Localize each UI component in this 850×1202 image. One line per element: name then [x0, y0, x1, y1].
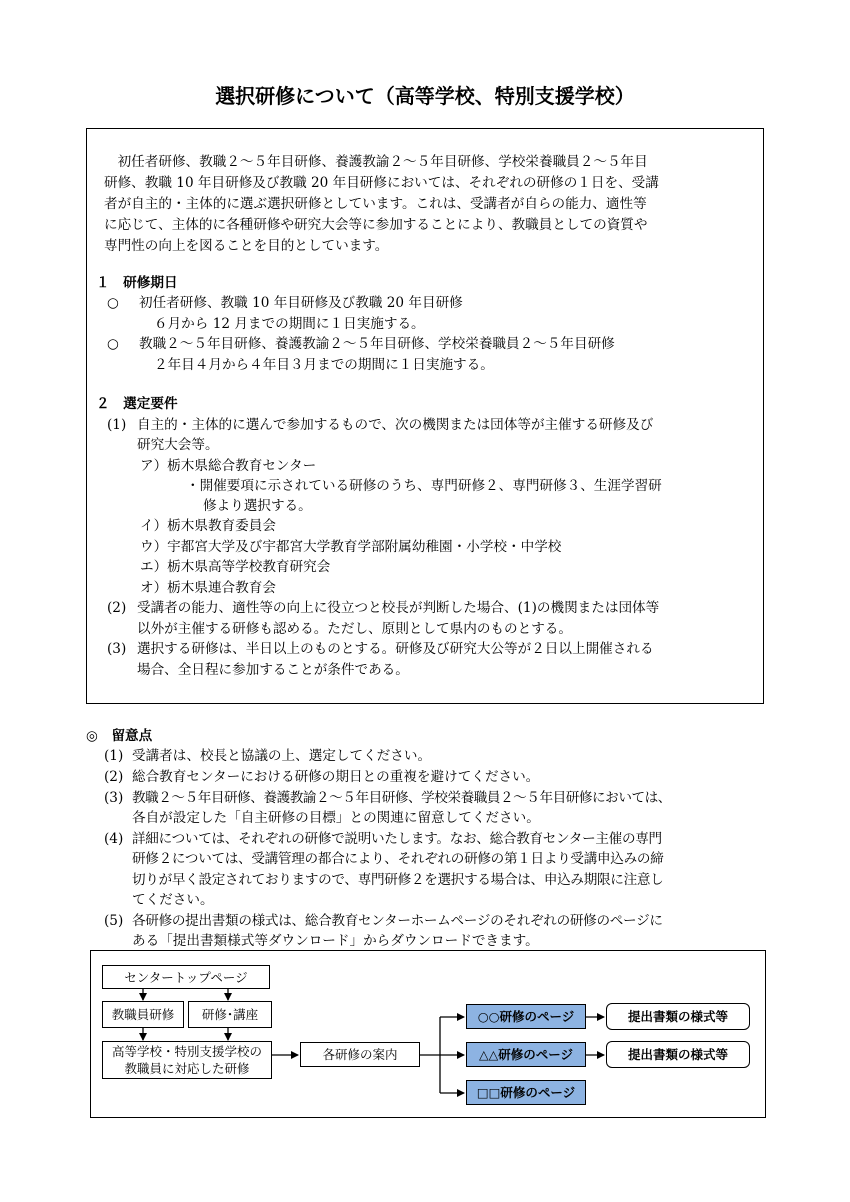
training-page-1-box[interactable]: ○○研修のページ: [466, 1004, 586, 1029]
org-item: ア）栃木県総合教育センター: [140, 458, 317, 474]
org-subitem: 修より選択する。: [203, 498, 312, 514]
school-staff-training-box[interactable]: [102, 1041, 272, 1079]
requirement-line: 自主的・主体的に選んで参加するもので、次の機関または団体等が主催する研修及び: [137, 417, 654, 433]
note-line: 総合教育センターにおける研修の期日との重複を避けてください。: [132, 769, 540, 785]
item-number: (1): [104, 748, 124, 764]
note-line: 各自が設定した「自主研修の目標」との関連に留意してください。: [132, 810, 540, 826]
notes-heading: ◎ 留意点: [86, 728, 153, 744]
bullet: ○: [107, 336, 119, 352]
org-subitem: ・開催要項に示されている研修のうち、専門研修２、専門研修３、生涯学習研: [186, 478, 662, 494]
training-guide-box[interactable]: 各研修の案内: [300, 1042, 420, 1067]
note-line: ある「提出書類様式等ダウンロード」からダウンロードできます。: [132, 933, 539, 949]
submission-forms-box-2[interactable]: 提出書類の様式等: [606, 1041, 750, 1068]
requirement-line: 以外が主催する研修も認める。ただし、原則として県内のものとする。: [137, 621, 572, 637]
intro-line: 者が自主的・主体的に選ぶ選択研修としています。これは、受講者が自らの能力、適性等: [104, 196, 647, 212]
item-number: (4): [104, 831, 124, 847]
requirement-line: 場合、全日程に参加することが条件である。: [137, 662, 409, 678]
note-line: 教職２～５年目研修、養護教諭２～５年目研修、学校栄養職員２～５年目研修においては、: [132, 790, 671, 806]
note-line: 各研修の提出書類の様式は、総合教育センターホームページのそれぞれの研修のページに: [132, 913, 663, 929]
org-item: エ）栃木県高等学校教育研究会: [140, 559, 331, 575]
page-title: 選択研修について（高等学校、特別支援学校）: [215, 84, 635, 108]
org-item: ウ）宇都宮大学及び宇都宮大学教育学部附属幼稚園・小学校・中学校: [140, 539, 562, 555]
note-line: 研修２については、受講管理の都合により、それぞれの研修の第１日より受講申込みの締: [132, 851, 664, 867]
item-number: (1): [107, 417, 127, 433]
training-page-3-box[interactable]: □□研修のページ: [466, 1080, 586, 1105]
school-box-line: 高等学校・特別支援学校の: [111, 1044, 262, 1059]
requirement-line: 研究大会等。: [137, 437, 219, 453]
section1-item-detail: ２年目４月から４年目３月までの期間に１日実施する。: [154, 357, 494, 373]
item-number: (2): [104, 769, 124, 785]
org-item: オ）栃木県連合教育会: [140, 580, 276, 596]
section1-item-text: 教職２～５年目研修、養護教諭２～５年目研修、学校栄養職員２～５年目研修: [139, 336, 615, 352]
bullet: ○: [107, 295, 119, 311]
note-line: てください。: [132, 892, 214, 908]
section1-item-text: 初任者研修、教職 10 年目研修及び教職 20 年目研修: [139, 295, 463, 311]
item-number: (2): [107, 600, 127, 616]
section1-heading: １ 研修期日: [96, 275, 178, 291]
item-number: (3): [104, 790, 124, 806]
submission-forms-box-1[interactable]: 提出書類の様式等: [606, 1003, 750, 1030]
section1-item-detail: ６月から 12 月までの期間に１日実施する。: [154, 316, 425, 332]
intro-line: 初任者研修、教職２～５年目研修、養護教諭２～５年目研修、学校栄養職員２～５年目: [104, 154, 648, 170]
org-item: イ）栃木県教育委員会: [140, 518, 276, 534]
note-line: 受講者は、校長と協議の上、選定してください。: [132, 748, 432, 764]
center-top-page-box[interactable]: センタートップページ: [102, 965, 270, 989]
intro-line: に応じて、主体的に各種研修や研究大会等に参加することにより、教職員としての資質や: [104, 217, 648, 233]
staff-training-box[interactable]: 教職員研修: [102, 1001, 184, 1028]
note-line: 詳細については、それぞれの研修で説明いたします。なお、総合教育センター主催の専門: [132, 831, 662, 847]
training-courses-box[interactable]: 研修･講座: [188, 1001, 272, 1028]
section2-heading: ２ 選定要件: [96, 396, 178, 412]
requirement-line: 受講者の能力、適性等の向上に役立つと校長が判断した場合、(1)の機関または団体等: [137, 600, 660, 616]
training-page-2-box[interactable]: △△研修のページ: [466, 1042, 586, 1067]
school-box-line: 教職員に対応した研修: [124, 1061, 250, 1076]
item-number: (3): [107, 641, 127, 657]
intro-line: 専門性の向上を図ることを目的としています。: [104, 238, 389, 254]
intro-line: 研修、教職 10 年目研修及び教職 20 年目研修においては、それぞれの研修の１日を、受講: [104, 175, 659, 191]
item-number: (5): [104, 913, 124, 929]
note-line: 切りが早く設定されておりますので、専門研修２を選択する場合は、申込み期限に注意し: [132, 872, 664, 888]
requirement-line: 選択する研修は、半日以上のものとする。研修及び研究大公等が２日以上開催される: [137, 641, 654, 657]
